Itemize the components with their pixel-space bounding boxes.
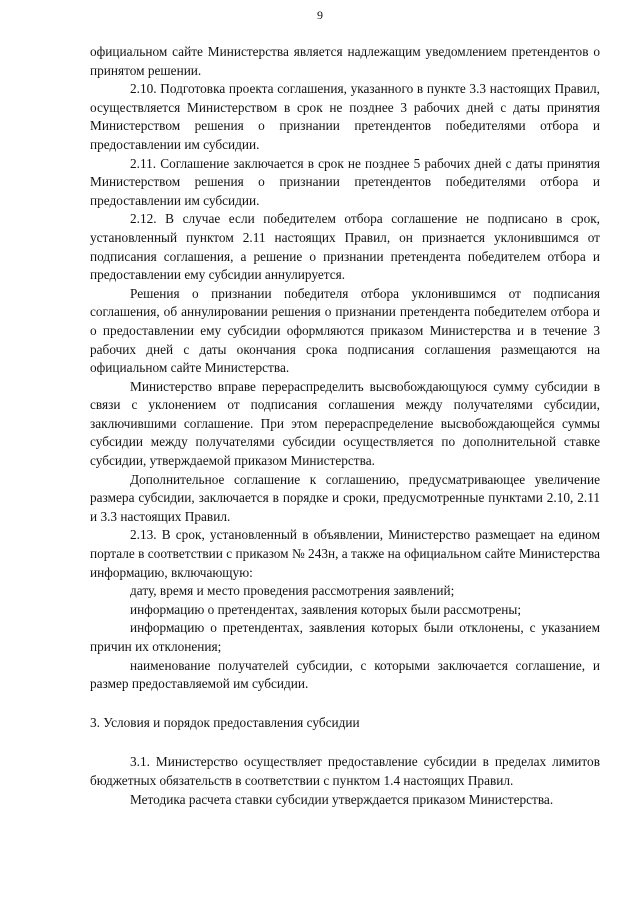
list-item: дату, время и место проведения рассмотрения заявлений; (130, 583, 455, 599)
list-item: информацию о претендентах, заявления которых были отклонены, с указанием причин их отклонения; (90, 620, 600, 654)
section-heading: 3. Условия и порядок предоставления субсидии (90, 714, 360, 730)
paragraph: Методика расчета ставки субсидии утверждается приказом Министерства. (130, 791, 554, 807)
paragraph: 2.13. В срок, установленный в объявлении, Министерство размещает на едином портале в соответствии с приказом № 243н, а также на официальном сайте Министерства информацию, включающую: (90, 527, 600, 580)
document-body (90, 43, 600, 809)
page-number: 9 (317, 8, 323, 22)
paragraph: 2.10. Подготовка проекта соглашения, указанного в пункте 3.3 настоящих Правил, осуществляется Министерством в срок не позднее 3 рабочих дней с даты принятия Министерством решения о признании претендентов победителями отбора и предоставлении им субсидии. (90, 81, 600, 152)
paragraph: 2.11. Соглашение заключается в срок не позднее 5 рабочих дней с даты принятия Министерством решения о признании претендентов победителями отбора и предоставлении им субсидии. (90, 155, 600, 208)
paragraph: Министерство вправе перераспределить высвобождающуюся сумму субсидии в связи с уклонением от подписания соглашения между получателями субсидии, заключившими соглашение. При этом перераспределение высвобождающейся суммы субсидии между получателями субсидии осуществляется по дополнительной ставке субсидии, утверждаемой приказом Министерства. (90, 378, 600, 469)
list-item: информацию о претендентах, заявления которых были рассмотрены; (130, 601, 522, 617)
paragraph: официальном сайте Министерства является надлежащим уведомлением претендентов о принятом решении. (90, 44, 600, 78)
list-item: наименование получателей субсидии, с которыми заключается соглашение, и размер предоставляемой им субсидии. (90, 657, 600, 692)
paragraph: Дополнительное соглашение к соглашению, предусматривающее увеличение размера субсидии, заключается в порядке и сроки, предусмотренные пунктами 2.10, 2.11 и 3.3 настоящих Правил. (90, 471, 600, 524)
paragraph: Решения о признании победителя отбора уклонившимся от подписания соглашения, об аннулировании решения о признании претендента победителем отбора и о предоставлении ему субсидии оформляются приказом Министерства и в течение 3 рабочих дней с даты окончания срока подписания соглашения размещаются на официальном сайте Министерства. (90, 285, 600, 376)
paragraph: 2.12. В случае если победителем отбора соглашение не подписано в срок, установленный пунктом 2.11 настоящих Правил, он признается уклонившимся от подписания соглашения, а решение о признании претендента победителем отбора и предоставлении ему субсидии аннулируется. (90, 211, 600, 283)
paragraph: 3.1. Министерство осуществляет предоставление субсидии в пределах лимитов бюджетных обязательств в соответствии с пунктом 1.4 настоящих Правил. (90, 754, 600, 788)
